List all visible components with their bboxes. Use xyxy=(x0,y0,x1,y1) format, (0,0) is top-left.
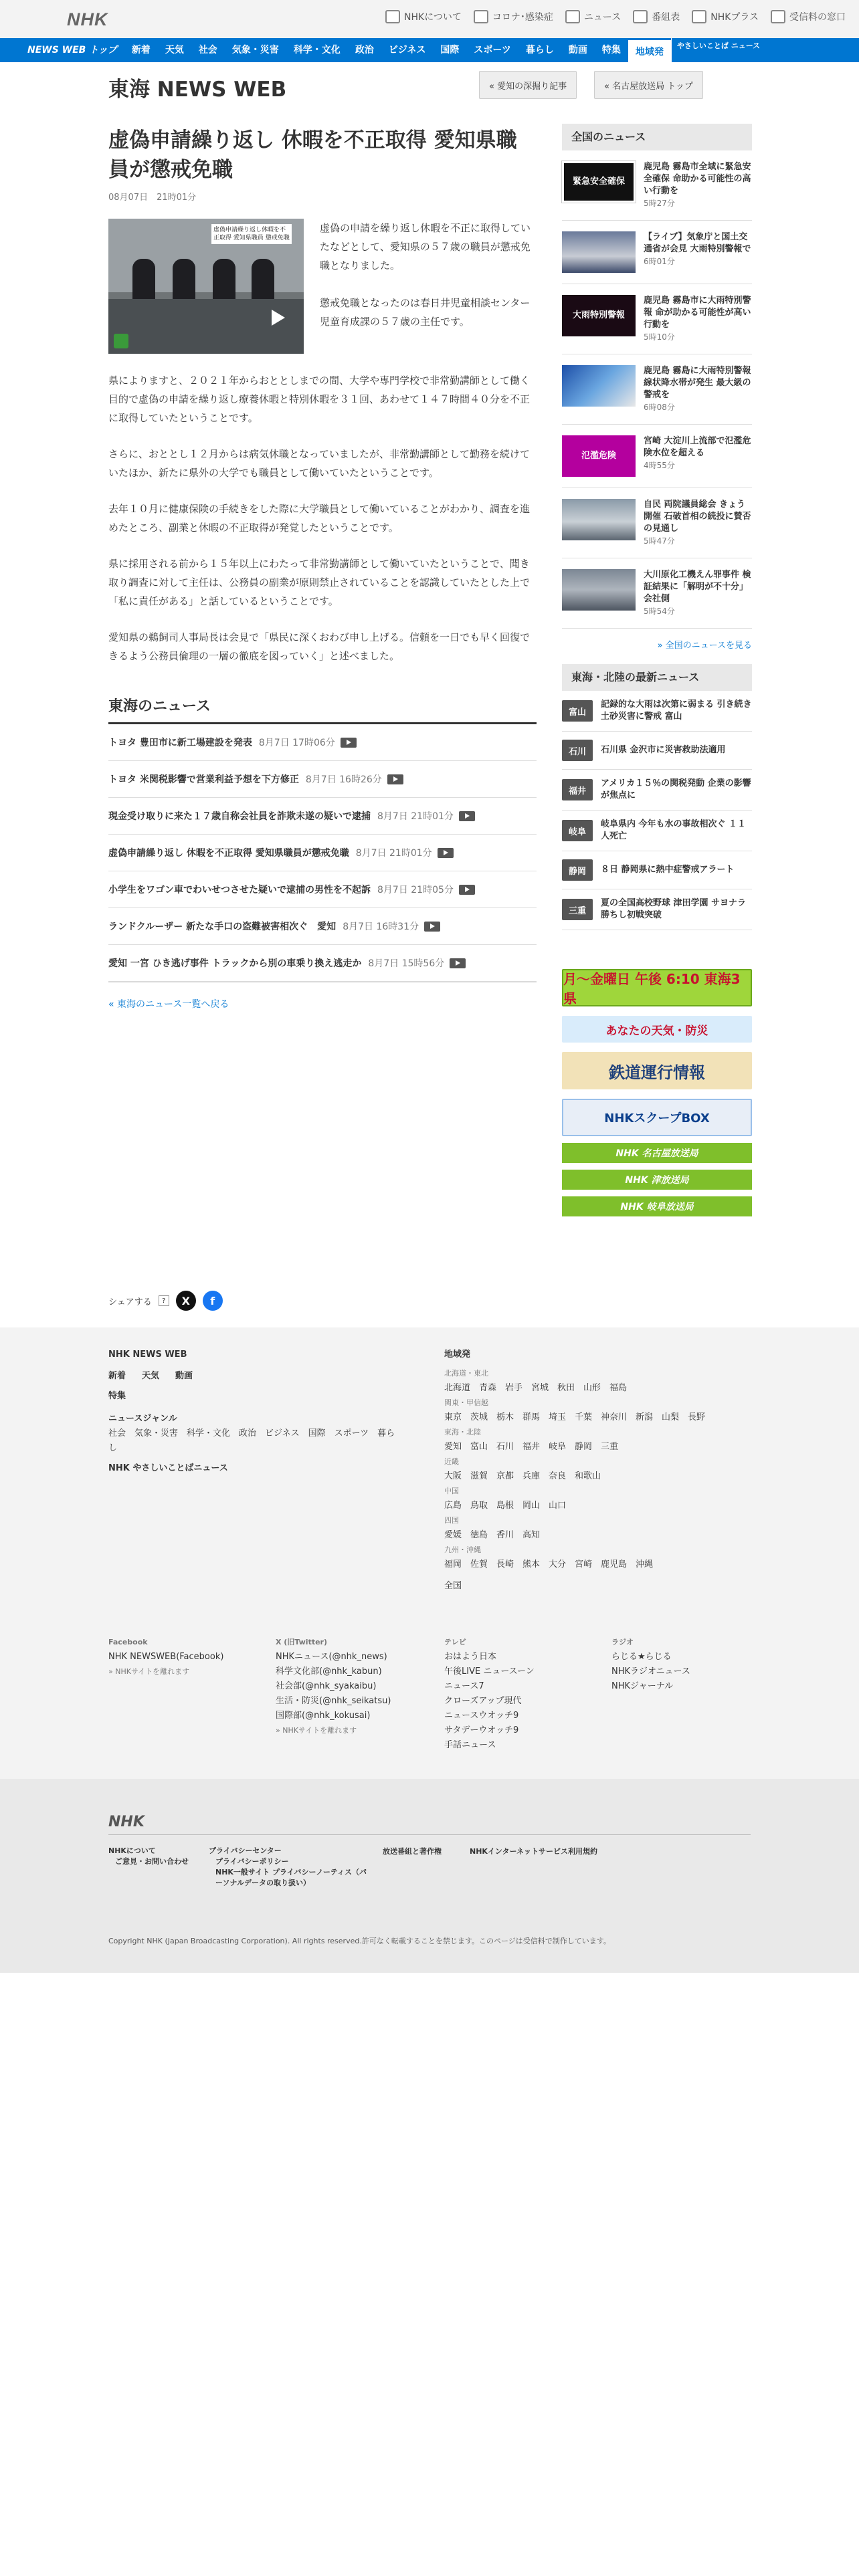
footer-nav xyxy=(108,1348,403,1476)
schedule-icon xyxy=(633,10,648,23)
lead-text xyxy=(320,219,537,354)
footer-tv-link[interactable]: 手話ニュース xyxy=(444,1740,496,1750)
footer-region-all[interactable]: 全国 xyxy=(444,1581,462,1591)
footer-region-list[interactable]: 大阪 滋賀 京都 兵庫 奈良 和歌山 xyxy=(444,1471,601,1481)
building-thumbnail xyxy=(562,499,636,540)
local-news-item[interactable]: 虚偽申請繰り返し 休暇を不正取得 愛知県職員が懲戒免職 8月7日 21時01分 xyxy=(108,835,537,871)
thumb-table xyxy=(108,299,304,354)
share-label: シェアする xyxy=(108,1297,152,1307)
local-news-item[interactable]: 小学生をワゴン車でわいせつさせた疑いで逮捕の男性を不起訴 8月7日 21時05分 xyxy=(108,871,537,908)
national-news-title: 鹿児島 霧島市全域に緊急安全確保 命助かる可能性の高い行動を xyxy=(644,162,751,196)
footer-region-list[interactable]: 北海道 青森 岩手 宮城 秋田 山形 福島 xyxy=(444,1383,628,1393)
nav-new[interactable]: 新着 xyxy=(131,45,151,56)
lead-paragraph: 虚偽の申請を繰り返し休暇を不正に取得していたなどとして、愛知県の５７歳の職員が懲戒免職となりました。 xyxy=(320,222,531,272)
nav-international[interactable]: 国際 xyxy=(440,45,460,56)
bottom-nhk-logo[interactable]: NHK xyxy=(108,1814,751,1835)
footer-genre-heading: ニュースジャンル xyxy=(108,1414,177,1424)
nhk-logo[interactable]: NHK xyxy=(67,9,108,29)
body-paragraph: 去年１０月に健康保険の手続きをした際に大学職員として働いていることがわかり、調査を進めたところ、副業と休暇の不正取得が発覚したということです。 xyxy=(108,503,531,534)
article-lead xyxy=(108,219,537,354)
sidebar xyxy=(562,124,752,1216)
body-paragraph: 県に採用される前から１５年以上にわたって非常勤講師として働いていたということで、聞き取り調査に対して主任は、公務員の副業が原則禁止されていることを認識していたとした上で「私に責任がある」と話しているということです。 xyxy=(108,558,531,607)
body-paragraph: 県によりますと、２０２１年からおととしまでの間、大学や専門学校で非常勤講師として働く目的で虚偽の申請を繰り返し療養休暇と特別休暇を３１回、あわせて１４７時間４０分を不正に取得していたということです。 xyxy=(108,374,531,424)
footer-brand[interactable]: NHK NEWS WEB xyxy=(108,1350,187,1360)
nav-business[interactable]: ビジネス xyxy=(388,45,426,56)
footer-region-list[interactable]: 広島 鳥取 島根 岡山 山口 xyxy=(444,1501,567,1511)
footer-link-weather[interactable]: 天気 xyxy=(142,1371,160,1381)
nav-disaster[interactable]: 気象・災害 xyxy=(231,45,279,56)
footer-x-link[interactable]: 科学文化部(@nhk_kabun) xyxy=(276,1667,382,1677)
footer-tv: テレビ おはよう日本 午後LIVE ニュースーン ニュース7 クローズアップ現代 ニュースウオッチ9 サタデーウオッチ9 手話ニュース xyxy=(444,1635,605,1753)
video-icon xyxy=(438,848,454,858)
national-news-item[interactable] xyxy=(562,488,752,558)
prefecture-badge: 福井 xyxy=(562,779,593,800)
national-news-heading: 全国のニュース xyxy=(562,124,752,150)
footer-genres[interactable]: 社会 気象・災害 科学・文化 政治 ビジネス 国際 スポーツ 暮らし xyxy=(108,1428,395,1453)
nhk-plus-icon xyxy=(692,10,706,23)
share-facebook-button[interactable]: f xyxy=(203,1291,223,1311)
global-link-corona[interactable]: コロナ･感染症 xyxy=(474,10,553,23)
nav-science[interactable]: 科学・文化 xyxy=(293,45,341,56)
national-news-item[interactable] xyxy=(562,425,752,488)
footer-x-link[interactable]: 国際部(@nhk_kokusai) xyxy=(276,1711,371,1721)
global-link-plus[interactable]: NHKプラス xyxy=(692,10,759,23)
nav-sports[interactable]: スポーツ xyxy=(474,45,511,56)
nav-politics[interactable]: 政治 xyxy=(355,45,374,56)
regional-news-item[interactable]: 三重 夏の全国高校野球 津田学園 サヨナラ勝ちし初戦突破 xyxy=(562,889,752,930)
weather-banner[interactable]: あなたの天気・防災 xyxy=(562,1016,752,1043)
footer-region-list[interactable]: 愛知 富山 石川 福井 岐阜 静岡 三重 xyxy=(444,1442,619,1452)
prefecture-badge: 静岡 xyxy=(562,859,593,881)
national-news-date: 5時47分 xyxy=(644,536,675,546)
nhk-mark-icon xyxy=(114,334,128,348)
main-nav xyxy=(0,38,859,62)
bottom-link-privacy-notice[interactable]: NHK一般サイト プライバシーノーティス（パーソナルデータの取り扱い） xyxy=(215,1868,367,1887)
footer-tv-link[interactable]: おはよう日本 xyxy=(444,1652,497,1662)
regional-news-item[interactable]: 石川 石川県 金沢市に災害救助法適用 xyxy=(562,732,752,770)
article-date: 08月07日 21時01分 xyxy=(108,193,197,203)
thumb-caption: 虚偽申請繰り返し休暇を不正取得 愛知県職員 懲戒免職 xyxy=(211,224,292,244)
footer-easy-news[interactable]: NHK やさしいことばニュース xyxy=(108,1463,228,1473)
prefecture-badge: 岐阜 xyxy=(562,820,593,841)
national-news-title: 自民 両院議員総会 きょう開催 石破首相の続投に賛否の見通し xyxy=(644,500,751,534)
footer-regions: 地域発 北海道・東北 北海道 青森 岩手 宮城 秋田 山形 福島 関東・甲信越 東京 茨城 栃木 群馬 埼玉 千葉 神奈川 新潟 山梨 長野 東海・北陸 愛知 富山 石川 福井 岐阜 静岡 三重 近畿 大阪 滋賀 京都 兵庫 奈良 和歌山 中国 広島 鳥取 島根 岡山 山口 四国 愛媛 徳島 香川 高知 九州・沖縄 福岡 佐賀 長崎 熊本 大分 宮崎 鹿児島 沖縄 全国 xyxy=(444,1348,752,1594)
program-banner[interactable]: 月～金曜日 午後 6:10 東海3県 xyxy=(562,969,752,1006)
video-icon xyxy=(387,774,403,784)
video-icon xyxy=(459,811,475,821)
bottom-footer xyxy=(0,1779,859,1973)
article xyxy=(108,126,537,1010)
footer-region-list[interactable]: 東京 茨城 栃木 群馬 埼玉 千葉 神奈川 新潟 山梨 長野 xyxy=(444,1412,706,1422)
footer-tv-link[interactable]: クローズアップ現代 xyxy=(444,1696,522,1706)
heavy-rain-warning-badge: 大雨特別警報 xyxy=(562,295,636,336)
local-news-item[interactable]: 愛知 一宮 ひき逃げ事件 トラックから別の車乗り換え逃走か 8月7日 15時56分 xyxy=(108,945,537,982)
nav-society[interactable]: 社会 xyxy=(198,45,217,56)
national-news-item[interactable] xyxy=(562,221,752,284)
bottom-link-terms[interactable]: NHKインターネットサービス利用規約 xyxy=(470,1847,597,1856)
national-news-date: 5時54分 xyxy=(644,607,675,616)
gifu-station-banner[interactable]: NHK 岐阜放送局 xyxy=(562,1196,752,1216)
regional-news-item[interactable]: 福井 アメリカ１５％の関税発動 企業の影響が焦点に xyxy=(562,770,752,811)
train-info-banner[interactable]: 鉄道運行情報 xyxy=(562,1052,752,1089)
national-news-item[interactable] xyxy=(562,354,752,425)
local-news-item[interactable]: トヨタ 米関税影響で営業利益予想を下方修正 8月7日 16時26分 xyxy=(108,761,537,798)
footer-radio-link[interactable]: NHKジャーナル xyxy=(611,1681,674,1691)
footer-link-new[interactable]: 新着 xyxy=(108,1371,126,1381)
nhk-about-icon xyxy=(385,10,400,23)
footer-link-special[interactable]: 特集 xyxy=(108,1391,126,1401)
footer-tv-link[interactable]: ニュース7 xyxy=(444,1681,484,1691)
nagoya-top-button[interactable]: « 名古屋放送局 トップ xyxy=(594,71,703,99)
regional-news-heading: 東海・北陸の最新ニュース xyxy=(562,664,752,691)
footer-facebook: Facebook NHK NEWSWEB(Facebook) » NHKサイトを離れます xyxy=(108,1635,269,1679)
local-news-list xyxy=(108,695,537,982)
global-link-news[interactable]: ニュース xyxy=(565,10,621,23)
emergency-badge: 緊急安全確保 xyxy=(562,161,636,203)
nav-video[interactable]: 動画 xyxy=(568,45,587,56)
footer-tv-link[interactable]: サタデーウオッチ9 xyxy=(444,1725,519,1735)
national-news-item[interactable] xyxy=(562,284,752,354)
play-icon[interactable] xyxy=(272,310,285,326)
video-icon xyxy=(459,885,475,895)
footer-x: X (旧Twitter) NHKニュース(@nhk_news) 科学文化部(@nhk_kabun) 社会部(@nhk_syakaibu) 生活・防災(@nhk_seikatsu) 国際部(@nhk_kokusai) » NHKサイトを離れます xyxy=(276,1635,436,1738)
help-icon[interactable]: ? xyxy=(159,1295,169,1306)
national-news-title: 宮崎 大淀川上流部で氾濫危険水位を超える xyxy=(644,436,751,458)
local-news-item[interactable]: 現金受け取りに来た１７歳自称会社員を詐欺未遂の疑いで逮捕 8月7日 21時01分 xyxy=(108,798,537,835)
global-header xyxy=(0,0,859,38)
national-news-title: 【ライブ】気象庁と国土交通省が会見 大雨特別警報で xyxy=(644,232,751,254)
footer-region-list[interactable]: 愛媛 徳島 香川 高知 xyxy=(444,1530,541,1540)
prefecture-badge: 三重 xyxy=(562,899,593,920)
body-paragraph: 愛知県の鵜飼司人事局長は会見で「県民に深くおわび申し上げる。信頼を一日でも早く回復できるよう公務員倫理の一層の徹底を図っていく」と述べました。 xyxy=(108,631,531,662)
national-news-title: 鹿児島 霧島に大雨特別警報 線状降水帯が発生 最大級の警戒を xyxy=(644,366,751,400)
regional-news-item[interactable]: 静岡 ８日 静岡県に熱中症警戒アラート xyxy=(562,851,752,889)
share-x-button[interactable]: X xyxy=(176,1291,196,1311)
article-title: 虚偽申請繰り返し 休暇を不正取得 愛知県職員が懲戒免職 xyxy=(108,128,517,182)
bottom-link-copyright[interactable]: 放送番組と著作権 xyxy=(383,1847,442,1856)
footer-region-heading: 地域発 xyxy=(444,1350,471,1360)
region-title: 東海 NEWS WEB xyxy=(108,78,287,102)
aichi-deep-dive-button[interactable]: « 愛知の深掘り記事 xyxy=(479,71,577,99)
nav-life[interactable]: 暮らし xyxy=(525,45,554,56)
regional-news-item[interactable]: 岐阜 岐阜県内 今年も水の事故相次ぐ １１人死亡 xyxy=(562,811,752,851)
bottom-link-contact[interactable]: ご意見・お問い合わせ xyxy=(115,1857,189,1866)
nav-feature[interactable]: 特集 xyxy=(601,45,621,56)
rain-radar-thumbnail xyxy=(562,365,636,407)
video-icon xyxy=(424,922,440,932)
regional-news-item[interactable]: 富山 記録的な大雨は次第に弱まる 引き続き土砂災害に警戒 富山 xyxy=(562,691,752,732)
prefecture-badge: 石川 xyxy=(562,740,593,761)
news-icon xyxy=(565,10,580,23)
bottom-link-privacy-center[interactable]: プライバシーセンター xyxy=(209,1846,282,1855)
prefecture-badge: 富山 xyxy=(562,700,593,722)
national-news-date: 6時01分 xyxy=(644,257,675,266)
lead-paragraph: 懲戒免職となったのは春日井児童相談センター児童育成課の５７歳の主任です。 xyxy=(320,297,531,328)
body-paragraph: さらに、おととし１２月からは病気休職となっていましたが、非常勤講師として勤務を続けていたほか、新たに県外の大学でも職員として働いていたということです。 xyxy=(108,448,531,479)
flood-danger-badge: 氾濫危険 xyxy=(562,435,636,477)
copyright: Copyright NHK (Japan Broadcasting Corporation). All rights reserved.許可なく転載することを禁じます。このページは受信料で制作しています。 xyxy=(108,1937,611,1945)
nav-region[interactable]: 地域発 xyxy=(628,38,671,62)
bottom-link-privacy-policy[interactable]: プライバシーポリシー xyxy=(215,1857,289,1866)
nagoya-station-banner[interactable]: NHK 名古屋放送局 xyxy=(562,1143,752,1163)
tsu-station-banner[interactable]: NHK 津放送局 xyxy=(562,1170,752,1190)
footer-tv-link[interactable]: ニュースウオッチ9 xyxy=(444,1711,519,1721)
national-news-date: 5時10分 xyxy=(644,332,675,342)
global-link-about[interactable]: NHKについて xyxy=(385,10,462,23)
company-thumbnail xyxy=(562,569,636,611)
national-news-date: 6時08分 xyxy=(644,403,675,412)
bottom-link-about[interactable]: NHKについて xyxy=(108,1846,156,1855)
global-link-fee[interactable]: 受信料の窓口 xyxy=(771,10,846,23)
article-video-thumbnail[interactable] xyxy=(108,219,304,354)
corona-icon xyxy=(474,10,488,23)
local-news-heading: 東海のニュース xyxy=(108,695,537,724)
footer-facebook-link[interactable]: NHK NEWSWEB(Facebook) xyxy=(108,1652,224,1662)
national-news-title: 鹿児島 霧島市に大雨特別警報 命が助かる可能性が高い行動を xyxy=(644,296,751,330)
local-news-item[interactable]: ランドクルーザー 新たな手口の盗難被害相次ぐ 愛知 8月7日 16時31分 xyxy=(108,908,537,945)
footer-link-video[interactable]: 動画 xyxy=(175,1371,193,1381)
share-bar xyxy=(108,1291,223,1311)
video-icon xyxy=(341,738,357,748)
footer-radio-link[interactable]: らじる★らじる xyxy=(611,1652,672,1662)
national-news-title: 大川原化工機えん罪事件 検証結果に「解明が不十分」会社側 xyxy=(644,570,751,604)
press-conference-thumbnail xyxy=(562,231,636,273)
back-to-local-news-link[interactable]: « 東海のニュース一覧へ戻る xyxy=(108,999,229,1010)
footer-radio: ラジオ らじる★らじる NHKラジオニュース NHKジャーナル xyxy=(611,1635,759,1694)
national-news-item[interactable] xyxy=(562,150,752,221)
footer-tv-link[interactable]: 午後LIVE ニュースーン xyxy=(444,1667,535,1677)
footer-x-link[interactable]: 生活・防災(@nhk_seikatsu) xyxy=(276,1696,391,1706)
national-news-more-link[interactable]: » 全国のニュースを見る xyxy=(657,641,752,651)
national-news-date: 4時55分 xyxy=(644,461,675,470)
national-news-item[interactable] xyxy=(562,558,752,629)
video-icon xyxy=(450,958,466,968)
local-news-item[interactable]: トヨタ 豊田市に新工場建設を発表 8月7日 17時06分 xyxy=(108,724,537,761)
global-link-schedule[interactable]: 番組表 xyxy=(633,10,680,23)
footer-radio-link[interactable]: NHKラジオニュース xyxy=(611,1667,690,1677)
footer-x-link[interactable]: 社会部(@nhk_syakaibu) xyxy=(276,1681,377,1691)
fee-icon xyxy=(771,10,785,23)
global-links xyxy=(385,10,846,23)
scoop-box-banner[interactable]: NHKスクープBOX xyxy=(562,1099,752,1136)
nav-weather[interactable]: 天気 xyxy=(165,45,184,56)
footer-x-link[interactable]: NHKニュース(@nhk_news) xyxy=(276,1652,387,1662)
national-news-date: 5時27分 xyxy=(644,199,675,208)
nav-easy-news[interactable]: やさしいことば ニュース xyxy=(671,38,765,62)
footer-region-list[interactable]: 福岡 佐賀 長崎 熊本 大分 宮崎 鹿児島 沖縄 xyxy=(444,1560,654,1570)
nav-newsweb-top[interactable]: NEWS WEB トップ xyxy=(27,45,117,56)
